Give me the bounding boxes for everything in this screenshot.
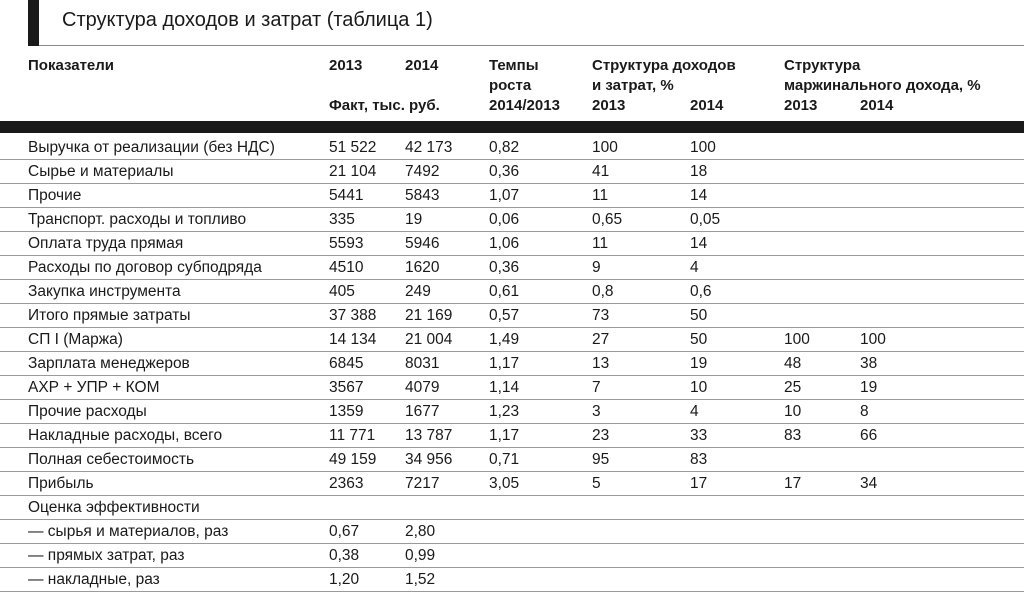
cell-fact-2014: 42 173 — [405, 139, 453, 156]
table-row — [0, 520, 1024, 544]
cell-margin-2014: 100 — [860, 331, 886, 348]
cell-struct-2013: 41 — [592, 163, 610, 180]
header-year-2014: 2014 — [405, 57, 439, 74]
cell-growth-rate: 1,23 — [489, 403, 520, 420]
table-row — [0, 304, 1024, 328]
cell-fact-2013: 11 771 — [329, 427, 376, 444]
cell-fact-2013: 3567 — [329, 379, 364, 396]
cell-fact-2014: 1,52 — [405, 571, 436, 588]
title-accent-block — [28, 0, 39, 46]
cell-growth-rate: 0,82 — [489, 139, 520, 156]
header-indicators: Показатели — [28, 57, 115, 74]
table-row — [0, 448, 1024, 472]
table-row — [0, 472, 1024, 496]
title-bar — [0, 0, 1024, 46]
cell-struct-2014: 4 — [690, 259, 699, 276]
cell-indicator: — накладные, раз — [28, 571, 160, 588]
table-row — [0, 256, 1024, 280]
cell-fact-2013: 2363 — [329, 475, 364, 492]
header-growth-line3: 2014/2013 — [489, 97, 560, 114]
cell-fact-2014: 2,80 — [405, 523, 436, 540]
cell-indicator: Зарплата менеджеров — [28, 355, 190, 372]
cell-fact-2014: 8031 — [405, 355, 440, 372]
cell-margin-2013: 10 — [784, 403, 802, 420]
cell-margin-2013: 100 — [784, 331, 810, 348]
cell-fact-2013: 14 134 — [329, 331, 377, 348]
cell-struct-2013: 23 — [592, 427, 610, 444]
header-rule — [0, 121, 1024, 133]
cell-margin-2013: 17 — [784, 475, 802, 492]
cell-fact-2014: 4079 — [405, 379, 440, 396]
header-growth-line1: Темпы — [489, 57, 539, 74]
cell-fact-2014: 13 787 — [405, 427, 453, 444]
cell-indicator: Транспорт. расходы и топливо — [28, 211, 247, 228]
cell-growth-rate: 3,05 — [489, 475, 520, 492]
table-row — [0, 160, 1024, 184]
cell-struct-2014: 50 — [690, 331, 708, 348]
header-year-2013: 2013 — [329, 57, 363, 74]
cell-growth-rate: 0,57 — [489, 307, 520, 324]
cell-margin-2013: 83 — [784, 427, 802, 444]
cell-fact-2013: 0,38 — [329, 547, 360, 564]
cell-struct-2014: 14 — [690, 235, 708, 252]
cell-fact-2013: 1359 — [329, 403, 364, 420]
cell-margin-2014: 38 — [860, 355, 878, 372]
cell-fact-2013: 5441 — [329, 187, 364, 204]
cell-fact-2014: 5843 — [405, 187, 440, 204]
table-body — [0, 136, 1024, 592]
cell-struct-2013: 11 — [592, 235, 609, 252]
cell-growth-rate: 0,06 — [489, 211, 520, 228]
header-margin-2014: 2014 — [860, 97, 894, 114]
cell-indicator: Итого прямые затраты — [28, 307, 191, 324]
title-divider — [39, 45, 1024, 46]
cell-growth-rate: 1,49 — [489, 331, 520, 348]
cell-fact-2013: 21 104 — [329, 163, 377, 180]
cell-fact-2014: 1620 — [405, 259, 440, 276]
cell-indicator: Прочие — [28, 187, 82, 204]
cell-fact-2014: 21 169 — [405, 307, 453, 324]
table-row — [0, 208, 1024, 232]
cell-indicator: — сырья и материалов, раз — [28, 523, 229, 540]
header-fact-units: Факт, тыс. руб. — [329, 97, 440, 114]
table-row — [0, 232, 1024, 256]
header-struct-line2: и затрат, % — [592, 77, 674, 94]
header-margin-2013: 2013 — [784, 97, 818, 114]
cell-growth-rate: 0,61 — [489, 283, 520, 300]
table-row — [0, 496, 1024, 520]
cell-fact-2014: 34 956 — [405, 451, 453, 468]
cell-fact-2013: 4510 — [329, 259, 364, 276]
cell-struct-2014: 14 — [690, 187, 708, 204]
table-row — [0, 400, 1024, 424]
page-title: Структура доходов и затрат (таблица 1) — [62, 9, 433, 31]
header-growth-line2: роста — [489, 77, 532, 94]
cell-struct-2013: 27 — [592, 331, 610, 348]
cell-fact-2014: 0,99 — [405, 547, 436, 564]
cell-growth-rate: 1,07 — [489, 187, 520, 204]
cell-struct-2013: 0,8 — [592, 283, 614, 300]
cell-fact-2013: 405 — [329, 283, 355, 300]
cell-struct-2014: 0,05 — [690, 211, 721, 228]
cell-indicator: Сырье и материалы — [28, 163, 174, 180]
cell-fact-2014: 1677 — [405, 403, 440, 420]
cell-growth-rate: 0,36 — [489, 163, 520, 180]
header-struct-2014: 2014 — [690, 97, 724, 114]
header-struct-2013: 2013 — [592, 97, 626, 114]
cell-struct-2014: 4 — [690, 403, 699, 420]
cell-fact-2013: 0,67 — [329, 523, 360, 540]
header-margin-line1: Структура — [784, 57, 861, 74]
cell-margin-2014: 8 — [860, 403, 869, 420]
table-row — [0, 376, 1024, 400]
cell-struct-2013: 0,65 — [592, 211, 623, 228]
cell-indicator: Накладные расходы, всего — [28, 427, 223, 444]
cell-struct-2014: 18 — [690, 163, 708, 180]
cell-growth-rate: 1,17 — [489, 427, 520, 444]
cell-struct-2014: 100 — [690, 139, 716, 156]
cell-fact-2013: 51 522 — [329, 139, 377, 156]
cell-fact-2014: 19 — [405, 211, 423, 228]
cell-struct-2013: 7 — [592, 379, 601, 396]
cell-indicator: Полная себестоимость — [28, 451, 195, 468]
cell-fact-2014: 7217 — [405, 475, 440, 492]
cell-struct-2013: 73 — [592, 307, 610, 324]
cell-fact-2014: 249 — [405, 283, 431, 300]
cell-struct-2013: 100 — [592, 139, 618, 156]
cell-indicator: СП I (Маржа) — [28, 331, 123, 348]
cell-struct-2013: 5 — [592, 475, 601, 492]
cell-margin-2013: 25 — [784, 379, 802, 396]
cell-indicator: АХР + УПР + КОМ — [28, 379, 160, 396]
cell-growth-rate: 0,71 — [489, 451, 520, 468]
table-row — [0, 544, 1024, 568]
cell-growth-rate: 1,06 — [489, 235, 520, 252]
cell-fact-2013: 5593 — [329, 235, 364, 252]
table-row — [0, 136, 1024, 160]
cell-fact-2013: 37 388 — [329, 307, 377, 324]
table-row — [0, 328, 1024, 352]
cell-indicator: Прочие расходы — [28, 403, 147, 420]
table-row — [0, 424, 1024, 448]
cell-indicator: Расходы по договор субподряда — [28, 259, 262, 276]
cell-struct-2014: 33 — [690, 427, 708, 444]
table-row — [0, 352, 1024, 376]
cell-margin-2013: 48 — [784, 355, 802, 372]
cell-growth-rate: 1,14 — [489, 379, 520, 396]
cell-struct-2014: 83 — [690, 451, 708, 468]
cell-fact-2013: 6845 — [329, 355, 364, 372]
table-row — [0, 280, 1024, 304]
cell-indicator: — прямых затрат, раз — [28, 547, 185, 564]
cell-struct-2014: 17 — [690, 475, 708, 492]
cell-fact-2013: 335 — [329, 211, 355, 228]
cell-struct-2014: 19 — [690, 355, 708, 372]
cell-margin-2014: 34 — [860, 475, 878, 492]
cell-struct-2013: 3 — [592, 403, 601, 420]
cell-fact-2013: 1,20 — [329, 571, 360, 588]
cell-indicator: Выручка от реализации (без НДС) — [28, 139, 275, 156]
cell-struct-2013: 11 — [592, 187, 609, 204]
cell-fact-2014: 5946 — [405, 235, 440, 252]
cell-struct-2014: 10 — [690, 379, 708, 396]
cell-struct-2014: 0,6 — [690, 283, 712, 300]
header-struct-line1: Структура доходов — [592, 57, 736, 74]
cell-indicator: Оценка эффективности — [28, 499, 200, 516]
cell-growth-rate: 1,17 — [489, 355, 520, 372]
table-row — [0, 184, 1024, 208]
cell-fact-2014: 21 004 — [405, 331, 453, 348]
header-margin-line2: маржинального дохода, % — [784, 77, 981, 94]
cell-margin-2014: 19 — [860, 379, 878, 396]
cell-indicator: Прибыль — [28, 475, 94, 492]
table-row — [0, 568, 1024, 592]
cell-struct-2014: 50 — [690, 307, 708, 324]
cell-struct-2013: 13 — [592, 355, 610, 372]
cell-fact-2014: 7492 — [405, 163, 440, 180]
cell-indicator: Закупка инструмента — [28, 283, 181, 300]
cell-margin-2014: 66 — [860, 427, 878, 444]
cell-struct-2013: 9 — [592, 259, 601, 276]
cell-struct-2013: 95 — [592, 451, 610, 468]
cell-growth-rate: 0,36 — [489, 259, 520, 276]
cell-indicator: Оплата труда прямая — [28, 235, 184, 252]
cell-fact-2013: 49 159 — [329, 451, 377, 468]
